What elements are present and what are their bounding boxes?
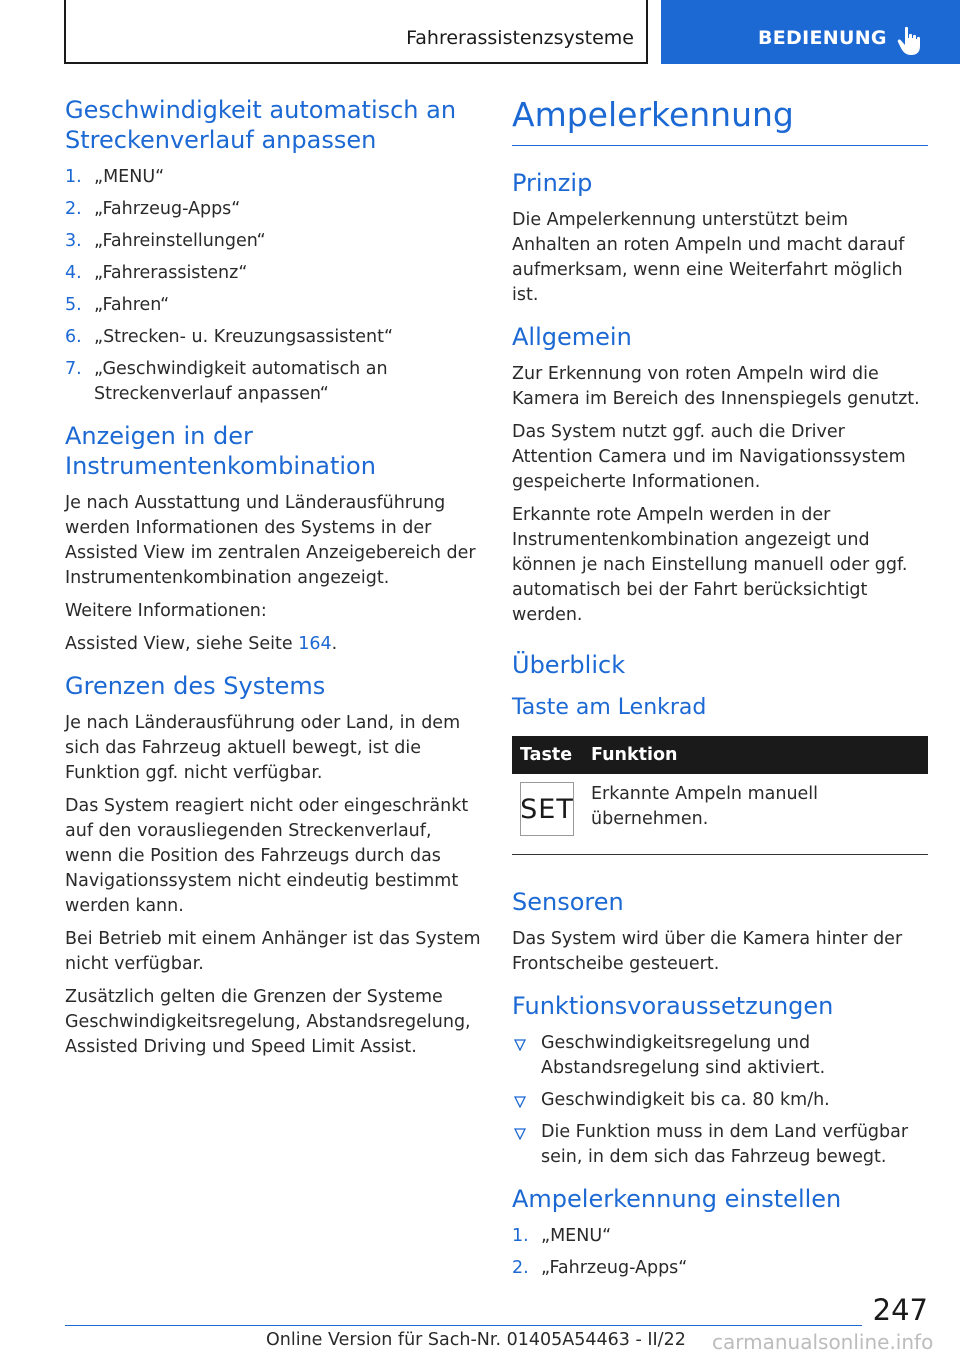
section-title-principle: Prinzip bbox=[512, 169, 593, 197]
paragraph: Zur Erkennung von roten Ampeln wird die Kamera im Bereich des Innenspiegels genutzt. bbox=[512, 364, 920, 409]
paragraph: Bei Betrieb mit einem Anhänger ist das System nicht verfügbar. bbox=[65, 929, 481, 974]
step-item: 5. „Fahren“ bbox=[65, 295, 170, 315]
list-item: Geschwindigkeit bis ca. 80 km/h. bbox=[512, 1088, 928, 1113]
table-header-function: Funktion bbox=[583, 736, 928, 774]
left-column bbox=[65, 95, 481, 1068]
table-row bbox=[512, 774, 928, 855]
step-list-speed-adapt bbox=[65, 165, 481, 407]
page-number: 247 bbox=[872, 1293, 928, 1327]
step-item: 1. „MENU“ bbox=[512, 1226, 612, 1246]
section-title-speed-adapt: Geschwindigkeit automatisch an Streckenverlauf anpassen bbox=[65, 96, 457, 154]
paragraph: Das System reagiert nicht oder eingeschränkt auf den vorausliegenden Streckenverlauf, wenn die Position des Fahrzeugs durch das Navigationssystem nicht eindeutig bestimmt werden kann. bbox=[65, 796, 469, 916]
paragraph: Je nach Länderausführung oder Land, in dem sich das Fahrzeug aktuell bewegt, ist die Funktion ggf. nicht verfügbar. bbox=[65, 713, 461, 783]
paragraph: Je nach Ausstattung und Länderausführung werden Informationen des Systems in der Assisted View im zentralen Anzeigebereich der Instrumentenkombination angezeigt. bbox=[65, 493, 476, 588]
chapter-title: Ampelerkennung bbox=[512, 95, 928, 146]
header-section-title: Fahrerassistenzsysteme bbox=[406, 27, 634, 49]
subsection-title-steering-key: Taste am Lenkrad bbox=[512, 695, 707, 720]
header-section-box bbox=[64, 0, 648, 64]
step-item: 3. „Fahreinstellungen“ bbox=[65, 231, 266, 251]
step-item: 2. „Fahrzeug-Apps“ bbox=[512, 1258, 688, 1278]
paragraph: Das System wird über die Kamera hinter der Frontscheibe gesteuert. bbox=[512, 929, 903, 974]
triangle-bullet-icon bbox=[514, 1096, 526, 1108]
step-item: 4. „Fahrerassistenz“ bbox=[65, 263, 248, 283]
page-link[interactable]: 164 bbox=[298, 634, 332, 654]
step-item: 1. „MENU“ bbox=[65, 167, 165, 187]
list-item: Geschwindigkeitsregelung und Abstandsregelung sind aktiviert. bbox=[512, 1031, 928, 1081]
paragraph: Erkannte rote Ampeln werden in der Instrumentenkombination angezeigt und können je nach Einstellung manuell oder ggf. automatisch bei der Fahrt berücksichtigt werden. bbox=[512, 505, 908, 625]
step-list-settings bbox=[512, 1224, 928, 1281]
section-title-overview: Überblick bbox=[512, 651, 626, 679]
paragraph: Die Ampelerkennung unterstützt beim Anhalten an roten Ampeln und macht darauf aufmerksam, wenn eine Weiterfahrt möglich ist. bbox=[512, 210, 905, 305]
paragraph-with-link: Assisted View, siehe Seite 164. bbox=[65, 634, 338, 654]
hand-pointer-icon bbox=[897, 26, 923, 56]
footer-rule bbox=[65, 1325, 862, 1326]
step-item: 6. „Strecken- u. Kreuzungsassistent“ bbox=[65, 327, 394, 347]
header-chapter-label: BEDIENUNG bbox=[758, 27, 887, 49]
paragraph: Weitere Informationen: bbox=[65, 601, 267, 621]
list-item: Die Funktion muss in dem Land verfügbar sein, in dem sich das Fahrzeug bewegt. bbox=[512, 1120, 928, 1170]
section-title-general: Allgemein bbox=[512, 323, 632, 351]
triangle-bullet-icon bbox=[514, 1039, 526, 1051]
right-column bbox=[512, 95, 928, 1293]
step-item: 7. „Geschwindigkeit automatisch an Streckenverlauf anpassen“ bbox=[65, 359, 388, 404]
section-title-sensors: Sensoren bbox=[512, 888, 624, 916]
section-title-settings: Ampelerkennung einstellen bbox=[512, 1185, 842, 1213]
table-cell-function: Erkannte Ampeln manuell übernehmen. bbox=[583, 774, 928, 855]
paragraph: Zusätzlich gelten die Grenzen der Systeme Geschwindigkeitsregelung, Abstandsregelung, Assisted Driving und Speed Limit Assist. bbox=[65, 987, 471, 1057]
table-header-key: Taste bbox=[512, 736, 583, 774]
section-title-display: Anzeigen in der Instrumentenkombination bbox=[65, 422, 376, 480]
step-item: 2. „Fahrzeug-Apps“ bbox=[65, 199, 241, 219]
requirements-list bbox=[512, 1031, 928, 1170]
paragraph: Das System nutzt ggf. auch die Driver Attention Camera und im Navigationssystem gespeicherte Informationen. bbox=[512, 422, 906, 492]
header-chapter-tab bbox=[661, 0, 960, 64]
key-function-table bbox=[512, 736, 928, 855]
set-key-icon: SET bbox=[520, 782, 574, 836]
watermark: carmanualsonline.info bbox=[712, 1330, 934, 1354]
triangle-bullet-icon bbox=[514, 1128, 526, 1140]
footer-text: Online Version für Sach-Nr. 01405A54463 - II/22 bbox=[266, 1330, 686, 1350]
section-title-limits: Grenzen des Systems bbox=[65, 672, 326, 700]
section-title-requirements: Funktionsvoraussetzungen bbox=[512, 992, 834, 1020]
